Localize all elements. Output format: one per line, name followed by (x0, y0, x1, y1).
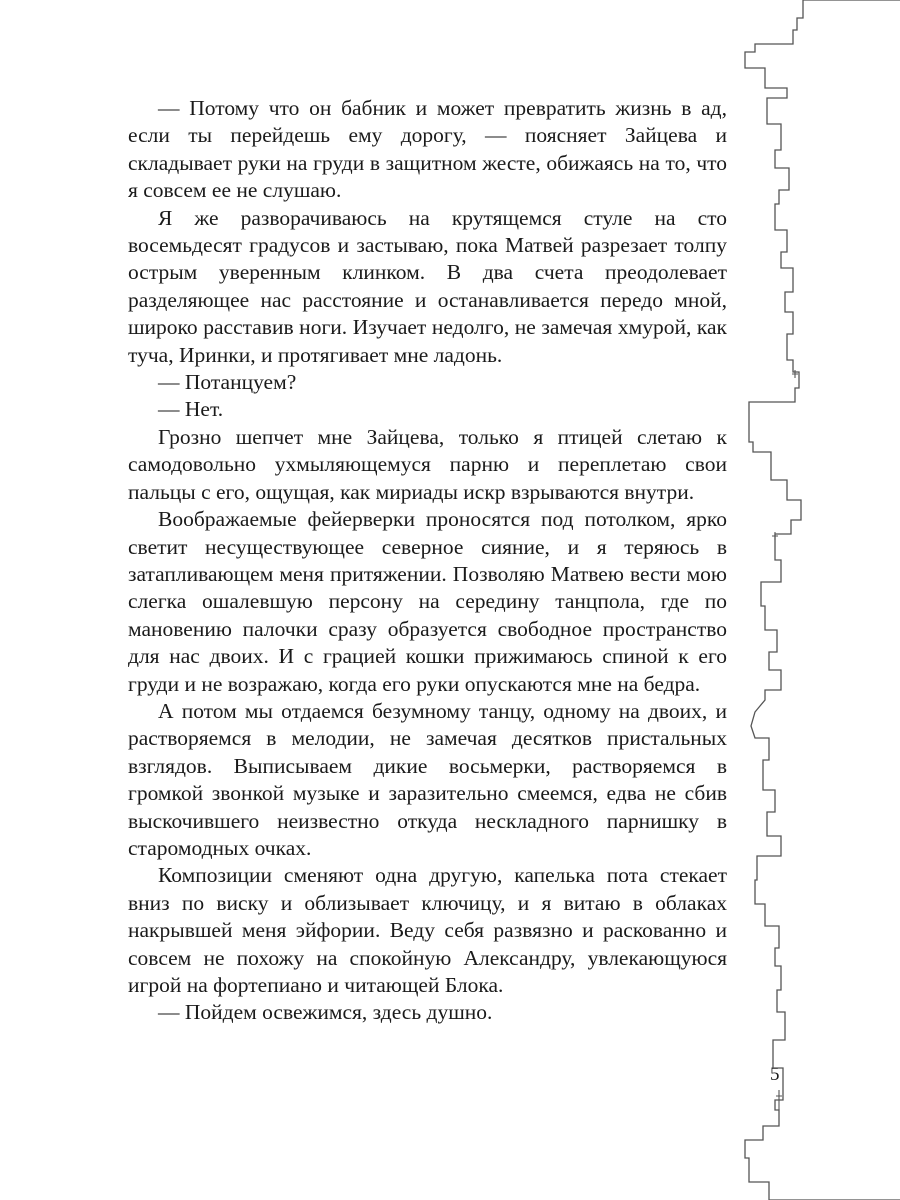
paragraph-5: Грозно шепчет мне Зайцева, только я птицей слетаю к самодовольно ухмыляющемуся парню и переплетаю свои пальцы с его, ощущая, как мириады искр взрываются внутри. (128, 424, 727, 504)
skyline-outline (745, 0, 900, 1200)
paragraph-2: Я же разворачиваюсь на крутящемся стуле на сто восемьдесят градусов и застываю, пока Матвей разрезает толпу острым уверенным клинком. В два счета преодолевает разделяющее нас расстояние и останавливается передо мной, широко расставив ноги. Изучает недолго, не замечая хмурой, как туча, Иринки, и протягивает мне ладонь. (128, 205, 727, 367)
body-text (128, 95, 727, 1027)
skyline-antenna-2 (772, 532, 778, 540)
paragraph-1: — Потому что он бабник и может превратить жизнь в ад, если ты перейдешь ему дорогу, — поясняет Зайцева и складывает руки на груди в защитном жесте, обижаясь на то, что я совсем ее не слушаю. (128, 96, 727, 203)
paragraph-8: Композиции сменяют одна другую, капелька пота стекает вниз по виску и облизывает ключицу, и я витаю в облаках накрывшей меня эйфории. Веду себя развязно и раскованно и совсем не похожу на спокойную Александру, увлекающуюся игрой на фортепиано и читающей Блока. (128, 863, 727, 997)
city-skyline-decoration (735, 0, 900, 1200)
page-number: 5 (770, 1064, 780, 1085)
paragraph-4: — Нет. (158, 397, 224, 422)
paragraph-7: А потом мы отдаемся безумному танцу, одному на двоих, и растворяемся в мелодии, не замечая десятков пристальных взглядов. Выписываем дикие восьмерки, растворяемся в громкой звонкой музыке и заразительно смеемся, едва не сбив выскочившего неизвестно откуда нескладного парнишку в старомодных очках. (128, 698, 727, 860)
paragraph-6: Воображаемые фейерверки проносятся под потолком, ярко светит несуществующее северное сияние, и я теряюсь в затапливающем меня притяжении. Позволяю Матвею вести мою слегка ошалевшую персону на середину танцпола, где по мановению палочки сразу образуется свободное пространство для нас двоих. И с грацией кошки прижимаюсь спиной к его груди и не возражаю, когда его руки опускаются мне на бедра. (128, 507, 727, 696)
paragraph-9: — Пойдем освежимся, здесь душно. (158, 1000, 493, 1025)
paragraph-3: — Потанцуем? (158, 370, 297, 395)
